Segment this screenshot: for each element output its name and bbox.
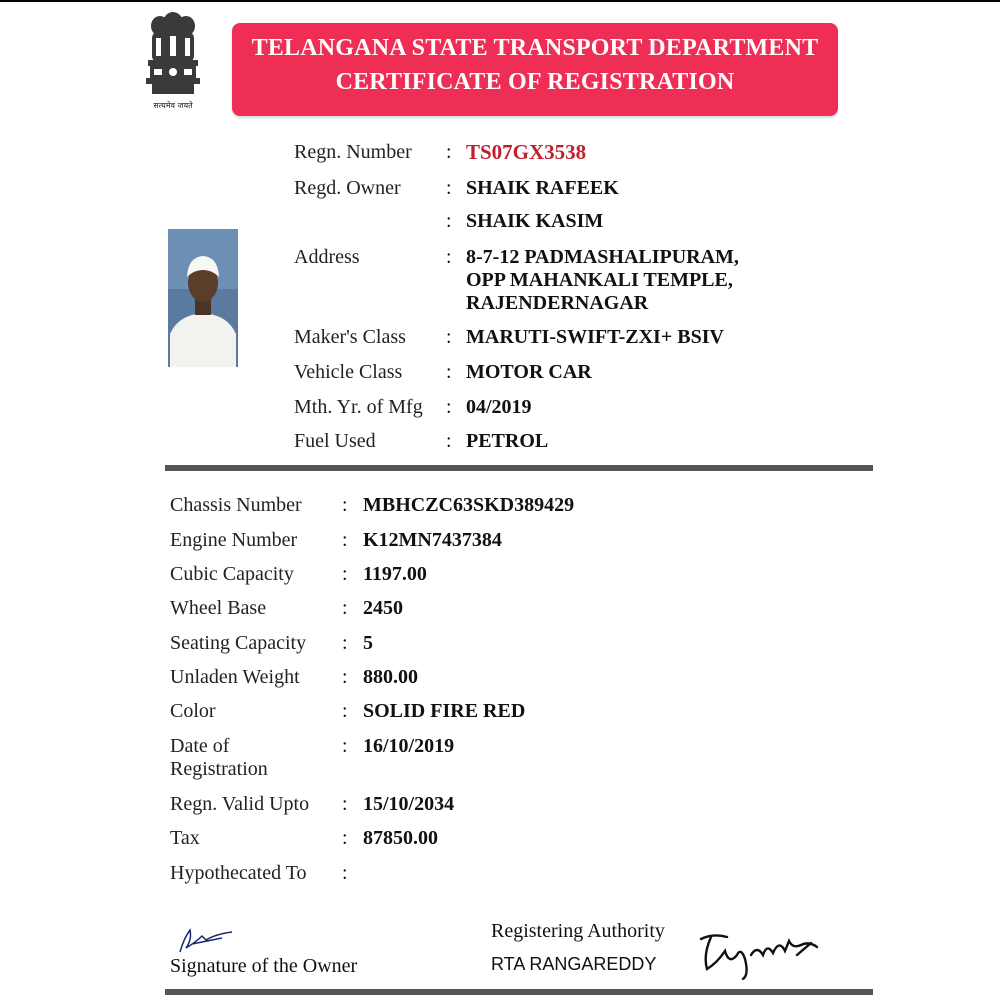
regd-owner-label: Regd. Owner: [294, 177, 401, 199]
cc-value: 1197.00: [363, 563, 427, 585]
separator: :: [446, 141, 452, 163]
hypothecated-label: Hypothecated To: [170, 862, 307, 884]
separator: :: [342, 735, 348, 757]
separator: :: [446, 326, 452, 348]
separator: :: [446, 210, 452, 232]
makers-class-label: Maker's Class: [294, 326, 406, 348]
separator: :: [342, 563, 348, 585]
color-value: SOLID FIRE RED: [363, 700, 526, 722]
tax-label: Tax: [170, 827, 200, 849]
bottom-divider: [165, 989, 873, 995]
regn-number-label: Regn. Number: [294, 141, 412, 163]
unladen-label: Unladen Weight: [170, 666, 300, 688]
wheel-base-label: Wheel Base: [170, 597, 267, 619]
unladen-value: 880.00: [363, 666, 418, 688]
emblem-graphic: [138, 12, 208, 100]
owner-photo: [168, 229, 238, 367]
certificate-title: CERTIFICATE OF REGISTRATION: [335, 69, 735, 95]
mfg-label: Mth. Yr. of Mfg: [294, 396, 423, 418]
vehicle-class-value: MOTOR CAR: [466, 361, 592, 383]
separator: :: [446, 396, 452, 418]
tax-value: 87850.00: [363, 827, 438, 849]
separator: :: [342, 793, 348, 815]
separator: :: [342, 494, 348, 516]
engine-label: Engine Number: [170, 529, 298, 551]
separator: :: [446, 177, 452, 199]
fuel-label: Fuel Used: [294, 430, 376, 452]
separator: :: [342, 529, 348, 551]
authority-signature: [693, 925, 823, 980]
separator: :: [342, 666, 348, 688]
separator: :: [342, 862, 348, 884]
separator: :: [342, 597, 348, 619]
valid-upto-value: 15/10/2034: [363, 793, 455, 815]
regd-owner-value: SHAIK RAFEEK: [466, 177, 619, 199]
top-border: [0, 0, 1000, 2]
wheel-base-value: 2450: [363, 597, 403, 619]
address-line-1: 8-7-12 PADMASHALIPURAM,: [466, 246, 739, 268]
vehicle-class-label: Vehicle Class: [294, 361, 403, 383]
regn-number-value: TS07GX3538: [466, 140, 587, 164]
relation-value: SHAIK KASIM: [466, 210, 604, 232]
date-reg-label-line2: Registration: [170, 758, 268, 780]
emblem-motto: सत्यमेव जयते: [153, 101, 193, 110]
authority-title: Registering Authority: [491, 920, 665, 942]
section-divider: [165, 465, 873, 471]
seating-label: Seating Capacity: [170, 632, 307, 654]
authority-name: RTA RANGAREDDY: [491, 954, 657, 974]
color-label: Color: [170, 700, 216, 722]
chassis-value: MBHCZC63SKD389429: [363, 494, 575, 516]
owner-signature: [172, 922, 236, 956]
cc-label: Cubic Capacity: [170, 563, 294, 585]
address-line-3: RAJENDERNAGAR: [466, 292, 649, 314]
national-emblem-icon: [138, 12, 208, 112]
separator: :: [342, 827, 348, 849]
separator: :: [446, 430, 452, 452]
separator: :: [342, 700, 348, 722]
address-line-2: OPP MAHANKALI TEMPLE,: [466, 269, 733, 291]
owner-signature-label: Signature of the Owner: [170, 955, 358, 977]
chassis-label: Chassis Number: [170, 494, 302, 516]
fuel-value: PETROL: [466, 430, 549, 452]
mfg-value: 04/2019: [466, 396, 532, 418]
separator: :: [342, 632, 348, 654]
separator: :: [446, 361, 452, 383]
valid-upto-label: Regn. Valid Upto: [170, 793, 310, 815]
address-label: Address: [294, 246, 360, 268]
date-reg-value: 16/10/2019: [363, 735, 455, 757]
header-banner: [232, 23, 838, 116]
makers-class-value: MARUTI-SWIFT-ZXI+ BSIV: [466, 326, 724, 348]
separator: :: [446, 246, 452, 268]
date-reg-label-line1: Date of: [170, 735, 230, 757]
seating-value: 5: [363, 632, 373, 654]
department-title: TELANGANA STATE TRANSPORT DEPARTMENT: [251, 35, 819, 61]
engine-value: K12MN7437384: [363, 529, 502, 551]
